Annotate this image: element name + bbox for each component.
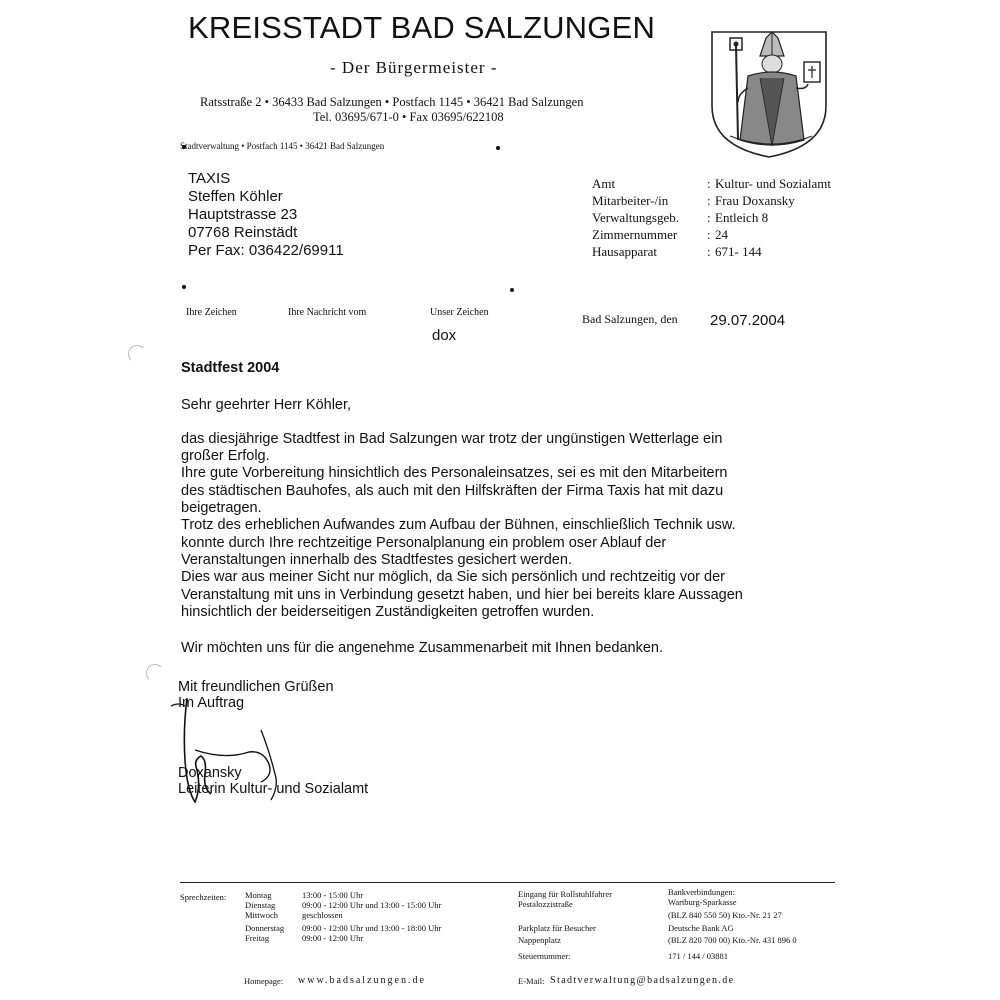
paragraph-line: des städtischen Bauhofes, als auch mit den Hilfskräften der Firma Taxis hat mit dazu [181, 483, 724, 499]
tax-number-label: Steuernummer: [518, 951, 571, 961]
bank-line: Bankverbindungen: [668, 887, 736, 897]
colon-separator: : [707, 210, 711, 225]
footer-access-line: Eingang für Rollstuhlfahrer [518, 889, 612, 899]
coat-of-arms-seal [708, 28, 830, 160]
email-link[interactable]: Stadtverwaltung@badsalzungen.de [550, 975, 735, 986]
hours-day: Mittwoch [245, 910, 279, 920]
office-info-value: 671- 144 [715, 244, 762, 259]
footer-divider [180, 882, 835, 883]
letter-date: 29.07.2004 [710, 312, 786, 329]
colon-separator: : [707, 227, 711, 242]
paragraph-line: beigetragen. [181, 500, 262, 516]
hours-day: Freitag [245, 933, 270, 943]
hours-day: Dienstag [245, 900, 276, 910]
bullet-dot [510, 288, 514, 292]
office-info-value: 24 [715, 227, 728, 242]
hours-time: geschlossen [302, 910, 343, 920]
colon-separator: : [707, 176, 711, 191]
letter-closing: Mit freundlichen Grüßen [178, 679, 334, 695]
bullet-dot [496, 146, 500, 150]
signer-name: Doxansky [178, 765, 242, 781]
email-label: E-Mail: [518, 976, 545, 986]
bank-line: Wartburg-Sparkasse [668, 897, 737, 907]
office-info-value: Frau Doxansky [715, 193, 795, 208]
bank-line: (BLZ 840 550 50) Kto.-Nr. 21 27 [668, 910, 782, 920]
recipient-street: Hauptstrasse 23 [188, 206, 298, 223]
paragraph-line: Trotz des erheblichen Aufwandes zum Aufbau der Bühnen, einschließlich Technik usw. [181, 517, 736, 533]
letterhead-address: Ratsstraße 2 • 36433 Bad Salzungen • Postfach 1145 • 36421 Bad Salzungen [200, 95, 584, 109]
letterhead-contact: Tel. 03695/671-0 • Fax 03695/622108 [313, 110, 504, 124]
office-info-label: Mitarbeiter-/in [592, 193, 669, 208]
signer-title: Leiterin Kultur- und Sozialamt [178, 781, 369, 797]
footer-access-line: Pestalozzistraße [518, 899, 573, 909]
office-hours-label: Sprechzeiten: [180, 892, 227, 902]
recipient-company: TAXIS [188, 170, 231, 187]
letterhead-subtitle: - Der Bürgermeister - [330, 58, 498, 77]
office-info-value: Entleich 8 [715, 210, 769, 225]
letter-thanks: Wir möchten uns für die angenehme Zusammenarbeit mit Ihnen bedanken. [181, 640, 663, 656]
ref-our-sign-label: Unser Zeichen [430, 307, 489, 318]
tax-number: 171 / 144 / 03881 [668, 951, 728, 961]
punch-hole-mark [128, 345, 146, 363]
office-info-label: Verwaltungsgeb. [592, 210, 680, 225]
paragraph-line: Dies war aus meiner Sicht nur möglich, da Sie sich persönlich und rechtzeitig vor der [181, 569, 725, 585]
punch-hole-mark [146, 664, 164, 682]
office-info-label: Zimmernummer [592, 227, 678, 242]
paragraph-line: konnte durch Ihre rechtzeitige Personalplanung ein problem oser Ablauf der [181, 535, 667, 551]
homepage-label: Homepage: [244, 976, 284, 986]
sender-return-line: Stadtverwaltung • Postfach 1145 • 36421 Bad Salzungen [180, 141, 385, 151]
homepage-link[interactable]: www.badsalzungen.de [298, 975, 426, 986]
bullet-dot [182, 285, 186, 289]
office-info-label: Hausapparat [592, 244, 657, 259]
footer-access-line: Nappenplatz [518, 935, 561, 945]
hours-time: 09:00 - 12:00 Uhr [302, 933, 364, 943]
paragraph-line: Veranstaltungen innerhalb des Stadtfestes gesichert werden. [181, 552, 572, 568]
paragraph-line: hinsichtlich der beiderseitigen Zuständigkeiten getroffen wurden. [181, 604, 595, 620]
hours-time: 09:00 - 12:00 Uhr und 13:00 - 18:00 Uhr [302, 923, 442, 933]
letterhead-title: KREISSTADT BAD SALZUNGEN [188, 10, 656, 45]
handwritten-signature [165, 690, 300, 820]
bank-line: Deutsche Bank AG [668, 923, 734, 933]
letter-on-behalf: Im Auftrag [178, 695, 245, 711]
hours-time: 13:00 - 15:00 Uhr [302, 890, 364, 900]
paragraph-line: Veranstaltung mit uns in Verbindung gesetzt haben, und hier bei bereits klare Aussagen [181, 587, 743, 603]
paragraph-line: Ihre gute Vorbereitung hinsichtlich des Personaleinsatzes, sei es mit den Mitarbeitern [181, 465, 728, 481]
hours-day: Donnerstag [245, 923, 285, 933]
colon-separator: : [707, 193, 711, 208]
ref-your-message-label: Ihre Nachricht vom [288, 307, 367, 318]
hours-day: Montag [245, 890, 272, 900]
office-info-value: Kultur- und Sozialamt [715, 176, 831, 191]
bank-line: (BLZ 820 700 00) Kto.-Nr. 431 896 0 [668, 935, 797, 945]
office-info-label: Amt [592, 176, 616, 191]
ref-your-sign-label: Ihre Zeichen [186, 307, 237, 318]
footer-access-line: Parkplatz für Besucher [518, 923, 596, 933]
ref-our-sign-value: dox [432, 327, 457, 344]
recipient-city: 07768 Reinstädt [188, 224, 298, 241]
paragraph-line: das diesjährige Stadtfest in Bad Salzungen war trotz der ungünstigen Wetterlage ein [181, 431, 723, 447]
hours-time: 09:00 - 12:00 Uhr und 13:00 - 15:00 Uhr [302, 900, 442, 910]
date-label: Bad Salzungen, den [582, 312, 678, 326]
paragraph-line: großer Erfolg. [181, 448, 270, 464]
recipient-name: Steffen Köhler [188, 188, 283, 205]
recipient-fax: Per Fax: 036422/69911 [188, 242, 344, 259]
colon-separator: : [707, 244, 711, 259]
letter-subject: Stadtfest 2004 [181, 360, 280, 376]
letter-salutation: Sehr geehrter Herr Köhler, [181, 397, 352, 413]
